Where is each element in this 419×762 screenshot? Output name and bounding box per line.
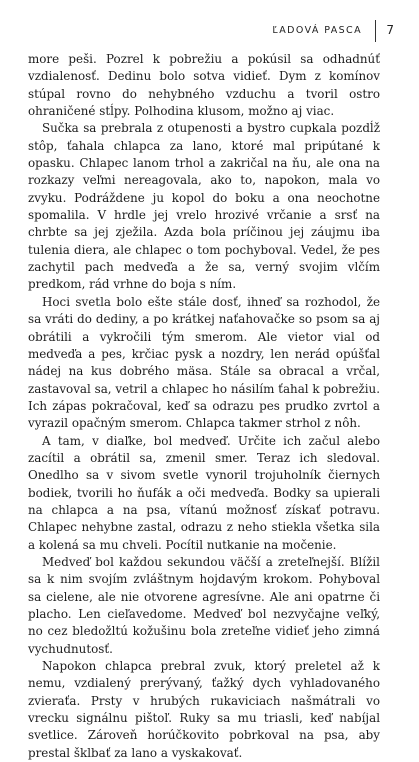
body-text: [28, 51, 380, 762]
paragraph-5: Medveď bol každou sekundou väčší a zreteľnejší. Blížil sa k nim svojím zvláštnym hojdavým krokom. Pohyboval sa cielene, ale nie otvorene agresívne. Ale ani opatrne či placho. Len cieľavedome. Medveď bol nezvyčajne veľký, no cez bledožltú kožušinu bola zreteľne vidieť jeho zimná vychudnutosť.: [28, 554, 380, 656]
paragraph-1: more peši. Pozrel k pobrežiu a pokúsil sa odhadnúť vzdialenosť. Dedinu bolo sotva vidieť. Dym z komínov stúpal rovno do nehybného vzduchu a tvoril ostro ohraničené stĺpy. Polhodina klusom, možno aj viac.: [28, 52, 380, 119]
running-header: [28, 22, 400, 42]
paragraph-2: Sučka sa prebrala z otupenosti a bystro cupkala pozdĺž stôp, ťahala chlapca za lano, ktoré mal pripútané k opasku. Chlapec lanom trhol a zakričal na ňu, ale ona na rozkazy veľmi nereagovala, ako to, napokon, mala vo zvyku. Podráždene ju kopol do boku a ona neochotne spomalila. V hrdle jej vrelo hrozivé vrčanie a srsť na chrbte sa jej zježila. Azda bola príčinou jej záujmu iba tulenia diera, ale chlapec o tom pochyboval. Vedel, že pes zachytil pach medveďa a že sa, verný svojim vlčím predkom, rád vrhne do boja s ním.: [28, 121, 380, 292]
running-head-title: ĽADOVÁ PASCA: [272, 25, 362, 36]
paragraph-4: A tam, v diaľke, bol medveď. Určite ich začul alebo zacítil a obrátil sa, zmenil smer. Teraz ich sledoval. Onedlho sa v sivom svetle vynoril trojuholník čiernych bodiek, tvorili ho ňufák a oči medveďa. Bodky sa upierali na chlapca a na psa, vítanú možnosť získať potravu. Chlapec nehybne zastal, odrazu z neho stiekla všetka sila a kolená sa mu chveli. Pocítil nutkanie na močenie.: [28, 433, 380, 552]
page-number: 7: [386, 23, 394, 37]
paragraph-6: Napokon chlapca prebral zvuk, ktorý preletel až k nemu, vzdialený prerývaný, ťažký dych vyhladovaného zvieraťa. Prsty v hrubých rukaviciach našmátrali vo vrecku signálnu pištoľ. Ruky sa mu triasli, keď nabíjal svetlice. Zároveň horúčkovito pobrkoval na psa, aby prestal šklbať za lano a vyskakovať.: [28, 659, 380, 760]
paragraph-3: Hoci svetla bolo ešte stále dosť, ihneď sa rozhodol, že sa vráti do dediny, a po krátkej naťahovačke so psom sa aj obrátili a vykročili tým smerom. Ale vietor vial od medveďa a pes, krčiac pysk a nozdry, len nerád opúšťal nádej na kus dobrého mäsa. Stále sa obracal a vrčal, zastavoval sa, vetril a chlapec ho násilím ťahal k pobrežiu. Ich zápas pokračoval, keď sa odrazu pes prudko zvrtol a vyrazil opačným smerom. Chlapca takmer strhol z nôh.: [28, 294, 380, 431]
header-divider: [375, 20, 376, 42]
